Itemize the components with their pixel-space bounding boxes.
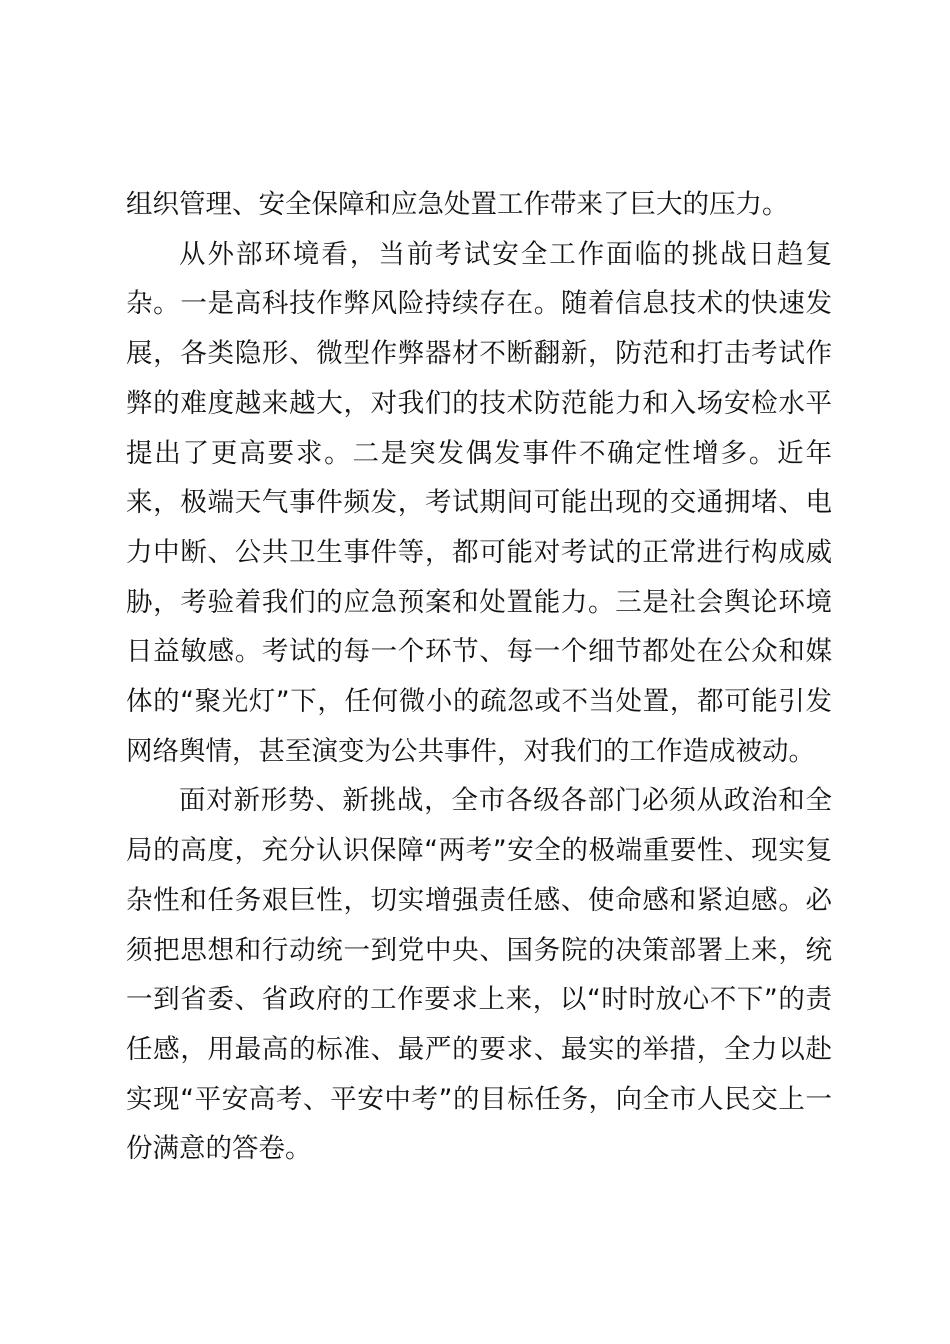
paragraph-continuation: 组织管理、安全保障和应急处置工作带来了巨大的压力。 — [126, 189, 789, 220]
paragraph-external-environment: 从外部环境看，当前考试安全工作面临的挑战日趋复杂。一是高科技作弊风险持续存在。随着信息技术的快速发展，各类隐形、微型作弊器材不断翻新，防范和打击考试作弊的难度越来越大，对我们的技术防范能力和入场安检水平提出了更高要求。二是突发偶发事件不确定性增多。近年来，极端天气事件频发，考试期间可能出现的交通拥堵、电力中断、公共卫生事件等，都可能对考试的正常进行构成威胁，考验着我们的应急预案和处置能力。三是社会舆论环境日益敏感。考试的每一个环节、每一个细节都处在公众和媒体的“聚光灯”下，任何微小的疏忽或不当处置，都可能引发网络舆情，甚至演变为公共事件，对我们的工作造成被动。 — [126, 238, 832, 767]
paragraph-new-challenges: 面对新形势、新挑战，全市各级各部门必须从政治和全局的高度，充分认识保障“两考”安全的极端重要性、现实复杂性和任务艰巨性，切实增强责任感、使命感和紧迫感。必须把思想和行动统一到党中央、国务院的决策部署上来，统一到省委、省政府的工作要求上来，以“时时放心不下”的责任感，用最高的标准、最严的要求、最实的举措，全力以赴实现“平安高考、平安中考”的目标任务，向全市人民交上一份满意的答卷。 — [126, 785, 832, 1165]
document-page — [126, 180, 832, 1174]
